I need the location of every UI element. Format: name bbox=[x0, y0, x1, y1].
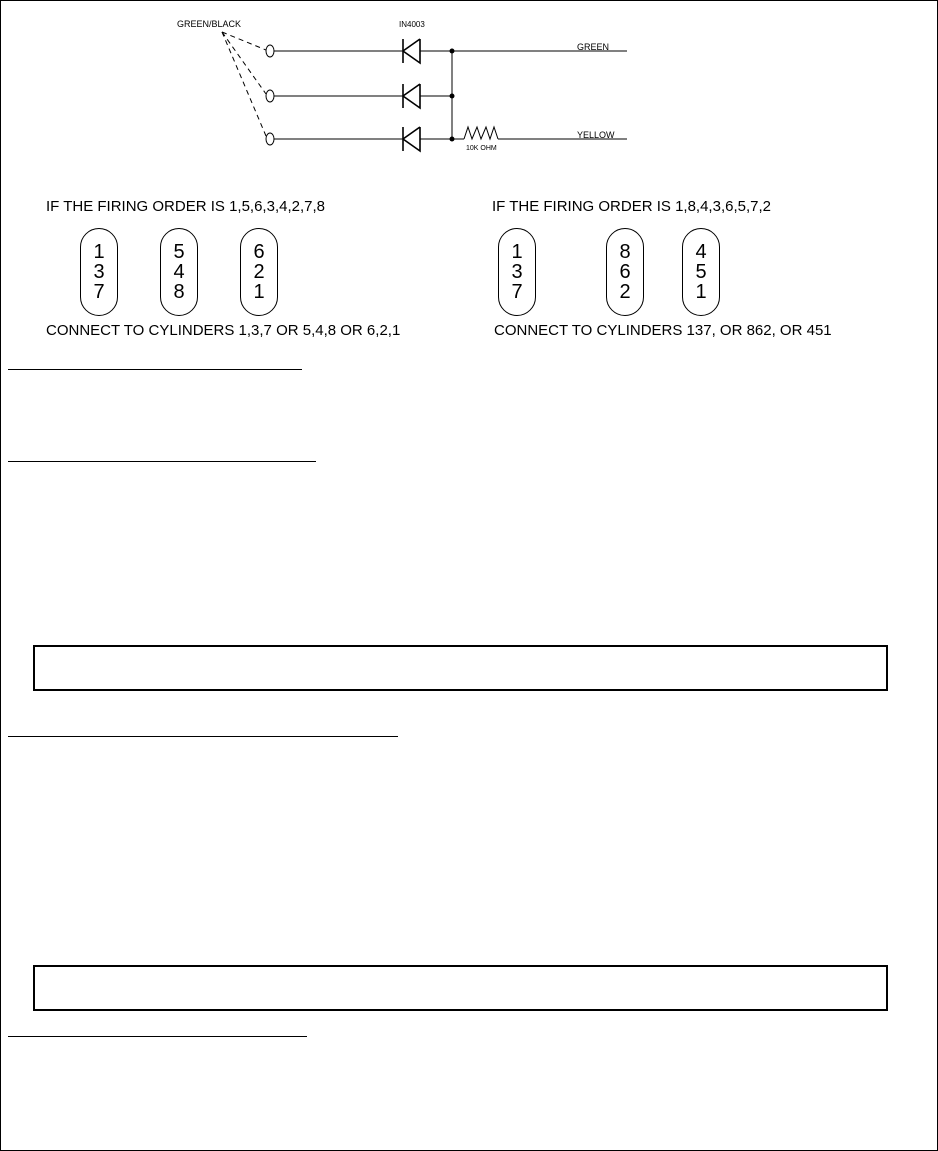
diode-2 bbox=[403, 84, 420, 108]
yellow-output-label: YELLOW bbox=[577, 130, 615, 140]
terminal-2 bbox=[266, 90, 274, 102]
diode-3 bbox=[403, 127, 420, 151]
note-box bbox=[33, 965, 888, 1011]
cylinder-group bbox=[606, 228, 644, 316]
cylinder-group bbox=[682, 228, 720, 316]
cylinder-number: 1 bbox=[511, 241, 523, 263]
cylinder-number: 6 bbox=[619, 261, 631, 283]
cylinder-number: 5 bbox=[173, 241, 185, 263]
cylinder-number: 1 bbox=[93, 241, 105, 263]
green-black-label: GREEN/BLACK bbox=[177, 19, 242, 29]
junction-1 bbox=[450, 49, 455, 54]
cylinder-group bbox=[80, 228, 118, 316]
junction-2 bbox=[450, 94, 455, 99]
cylinder-group bbox=[240, 228, 278, 316]
green-output-label: GREEN bbox=[577, 42, 610, 52]
cylinder-number: 3 bbox=[93, 261, 105, 283]
connect-instruction-2: CONNECT TO CYLINDERS 137, OR 862, OR 451 bbox=[494, 322, 832, 339]
cylinder-number: 1 bbox=[695, 281, 707, 303]
section-rule bbox=[8, 736, 398, 737]
wiring-schematic bbox=[0, 0, 938, 160]
connect-instruction-1: CONNECT TO CYLINDERS 1,3,7 OR 5,4,8 OR 6,2,1 bbox=[46, 322, 401, 339]
cylinder-number: 4 bbox=[173, 261, 185, 283]
cylinder-number: 2 bbox=[253, 261, 265, 283]
junction-3 bbox=[450, 137, 455, 142]
cylinder-number: 7 bbox=[93, 281, 105, 303]
cylinder-group bbox=[498, 228, 536, 316]
cylinder-number: 4 bbox=[695, 241, 707, 263]
section-rule bbox=[8, 369, 302, 370]
terminal-1 bbox=[266, 45, 274, 57]
section-rule bbox=[8, 1036, 307, 1037]
cylinder-number: 3 bbox=[511, 261, 523, 283]
section-rule bbox=[8, 461, 316, 462]
cylinder-number: 2 bbox=[619, 281, 631, 303]
firing-order-title-1: IF THE FIRING ORDER IS 1,5,6,3,4,2,7,8 bbox=[46, 198, 325, 215]
cylinder-number: 6 bbox=[253, 241, 265, 263]
resistor-label: 10K OHM bbox=[466, 145, 497, 152]
resistor bbox=[464, 127, 498, 139]
diode-1 bbox=[403, 39, 420, 63]
firing-order-title-2: IF THE FIRING ORDER IS 1,8,4,3,6,5,7,2 bbox=[492, 198, 771, 215]
diode-label: IN4003 bbox=[399, 20, 425, 29]
cylinder-number: 5 bbox=[695, 261, 707, 283]
cylinder-group bbox=[160, 228, 198, 316]
cylinder-number: 7 bbox=[511, 281, 523, 303]
cylinder-number: 8 bbox=[173, 281, 185, 303]
note-box bbox=[33, 645, 888, 691]
terminal-3 bbox=[266, 133, 274, 145]
cylinder-number: 8 bbox=[619, 241, 631, 263]
cylinder-number: 1 bbox=[253, 281, 265, 303]
